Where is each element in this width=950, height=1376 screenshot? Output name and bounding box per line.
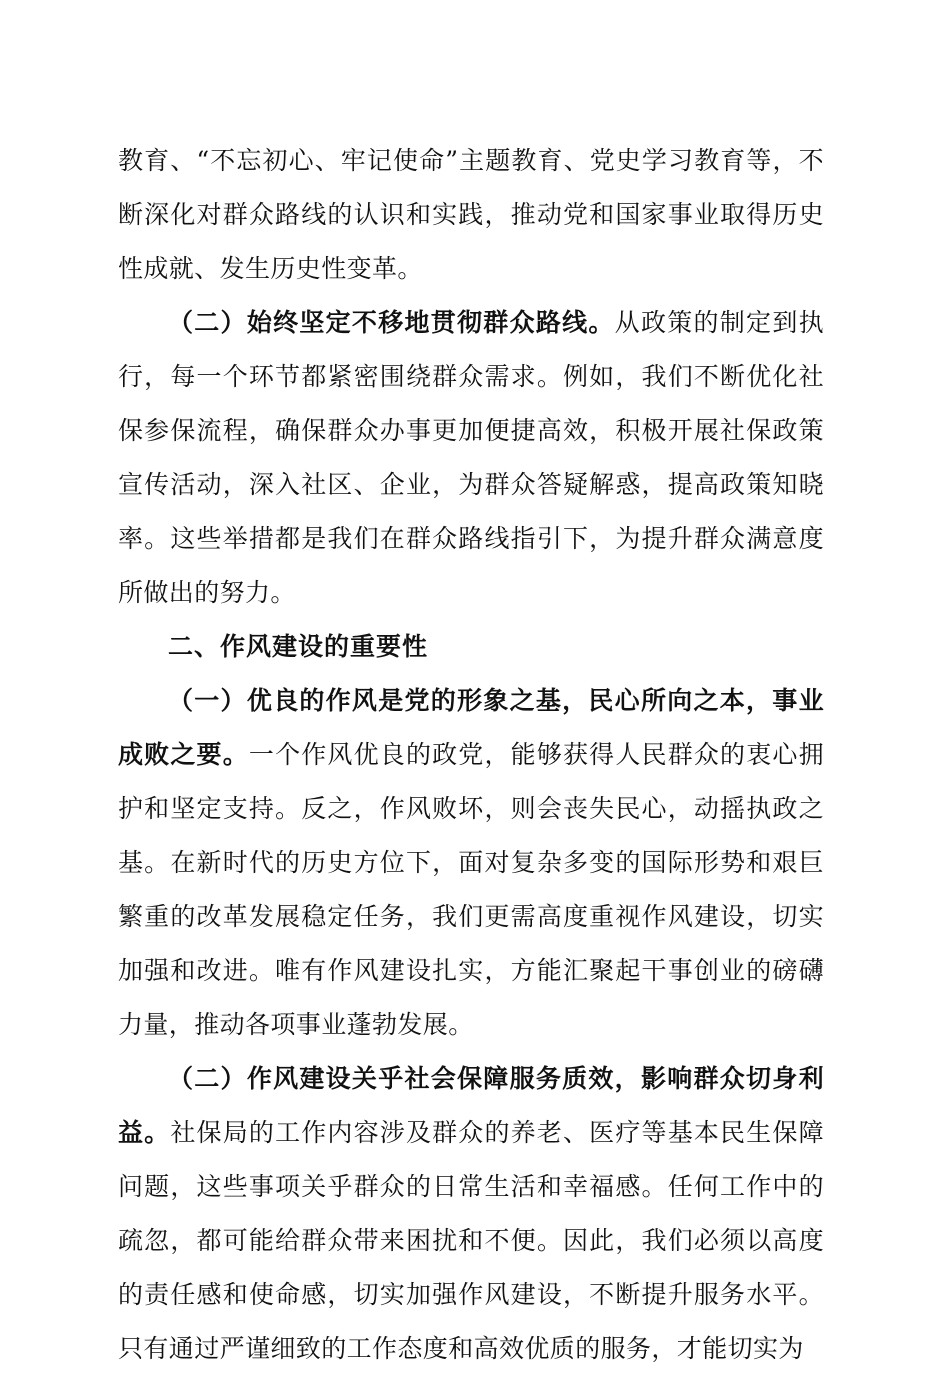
paragraph-text: 一个作风优良的政党，能够获得人民群众的衷心拥护和坚定支持。反之，作风败坏，则会丧失民心，动摇执政之基。在新时代的历史方位下，面对复杂多变的国际形势和艰巨繁重的改革发展稳定任务，我们更需高度重视作风建设，切实加强和改进。唯有作风建设扎实，方能汇聚起干事创业的磅礴力量，推动各项事业蓬勃发展。 (118, 740, 824, 1039)
paragraph-text: 从政策的制定到执行，每一个环节都紧密围绕群众需求。例如，我们不断优化社保参保流程，确保群众办事更加便捷高效，积极开展社保政策宣传活动，深入社区、企业，为群众答疑解惑，提高政策知晓率。这些举措都是我们在群众路线指引下，为提升群众满意度所做出的努力。 (118, 308, 824, 607)
paragraph-lead: （二）始终坚定不移地贯彻群众路线。 (168, 308, 615, 337)
document-body (118, 134, 824, 1376)
paragraph-good-style (118, 674, 824, 1052)
paragraph-service-quality (118, 1052, 824, 1376)
section-heading: 二、作风建设的重要性 (168, 632, 429, 661)
paragraph-lead: （二）作风建设关乎社会保障服务质效，影响群众切身利益。 (118, 1064, 824, 1147)
paragraph-mass-line (118, 296, 824, 620)
paragraph-lead: （一）优良的作风是党的形象之基，民心所向之本，事业成败之要。 (118, 686, 824, 769)
paragraph-continuation: 教育、“不忘初心、牢记使命”主题教育、党史学习教育等，不断深化对群众路线的认识和实践，推动党和国家事业取得历史性成就、发生历史性变革。 (118, 146, 824, 283)
paragraph-text: 社保局的工作内容涉及群众的养老、医疗等基本民生保障问题，这些事项关乎群众的日常生活和幸福感。任何工作中的疏忽，都可能给群众带来困扰和不便。因此，我们必须以高度的责任感和使命感，切实加强作风建设，不断提升服务水平。只有通过严谨细致的工作态度和高效优质的服务，才能切实为 (118, 1118, 824, 1363)
